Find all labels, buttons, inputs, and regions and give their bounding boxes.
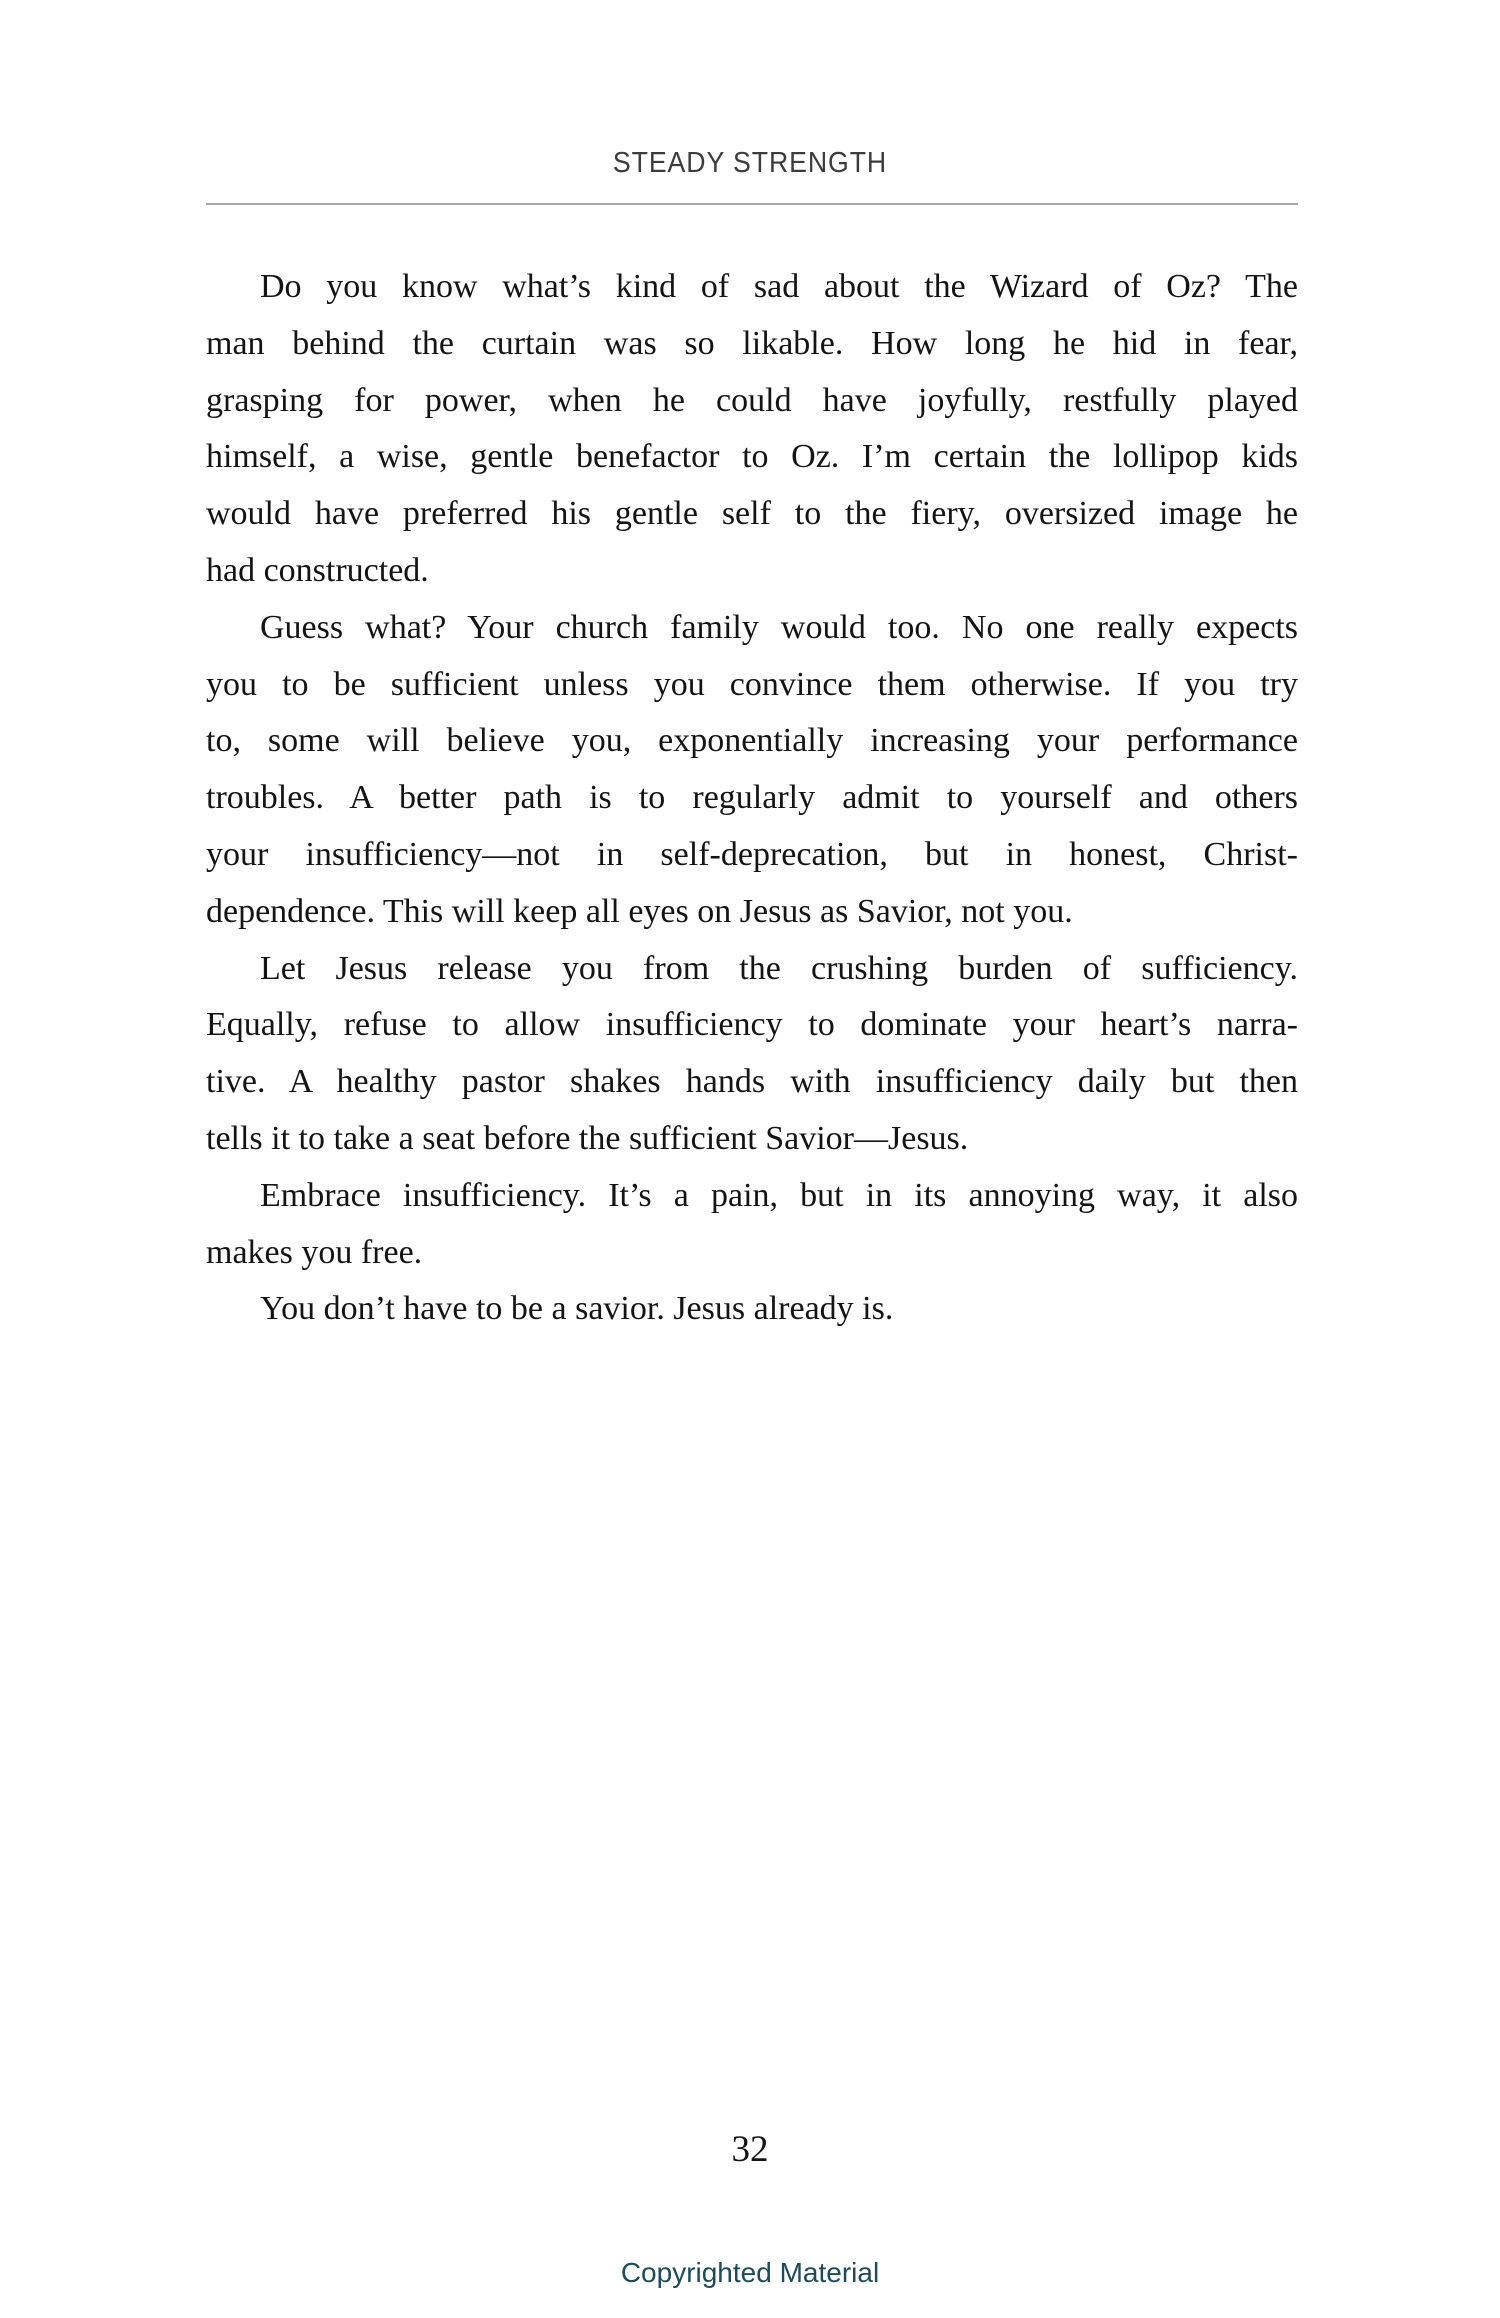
text-line: You don’t have to be a savior. Jesus already is.: [260, 1290, 894, 1328]
paragraph: [206, 259, 1298, 600]
text-line: man behind the curtain was so likable. How long he hid in fear,: [206, 324, 1298, 362]
text-line: tive. A healthy pastor shakes hands with insufficiency daily but then: [206, 1063, 1298, 1101]
text-line: had constructed.: [206, 551, 429, 589]
text-line: would have preferred his gentle self to the fiery, oversized image he: [206, 495, 1298, 533]
running-head: STEADY STRENGTH: [612, 147, 888, 179]
text-line: you to be sufficient unless you convince them otherwise. If you try: [206, 665, 1298, 703]
text-line: Equally, refuse to allow insufficiency to dominate your heart’s narra-: [206, 1006, 1298, 1044]
text-line: grasping for power, when he could have joyfully, restfully played: [206, 381, 1298, 419]
text-line: Embrace insufficiency. It’s a pain, but in its annoying way, it also: [260, 1176, 1298, 1214]
text-line: Let Jesus release you from the crushing burden of sufficiency.: [260, 949, 1298, 987]
text-line: makes you free.: [206, 1233, 423, 1271]
text-line: dependence. This will keep all eyes on Jesus as Savior, not you.: [206, 892, 1073, 930]
paragraph: [206, 1168, 1298, 1282]
page-number: 32: [731, 2129, 769, 2170]
paragraph: [206, 1281, 1298, 1338]
text-line: troubles. A better path is to regularly admit to yourself and others: [206, 779, 1298, 817]
paragraph: [206, 941, 1298, 1168]
body-text: [206, 259, 1298, 1338]
text-line: himself, a wise, gentle benefactor to Oz. I’m certain the lollipop kids: [206, 438, 1298, 476]
text-line: to, some will believe you, exponentially increasing your performance: [206, 722, 1298, 760]
text-line: tells it to take a seat before the sufficient Savior—Jesus.: [206, 1119, 969, 1157]
text-line: Guess what? Your church family would too. No one really expects: [260, 608, 1298, 646]
paragraph: [206, 600, 1298, 941]
header-rule: [206, 203, 1298, 205]
copyright-notice: Copyrighted Material: [620, 2257, 880, 2288]
text-line: your insufficiency—not in self-deprecation, but in honest, Christ-: [206, 835, 1298, 873]
text-line: Do you know what’s kind of sad about the Wizard of Oz? The: [260, 268, 1298, 305]
